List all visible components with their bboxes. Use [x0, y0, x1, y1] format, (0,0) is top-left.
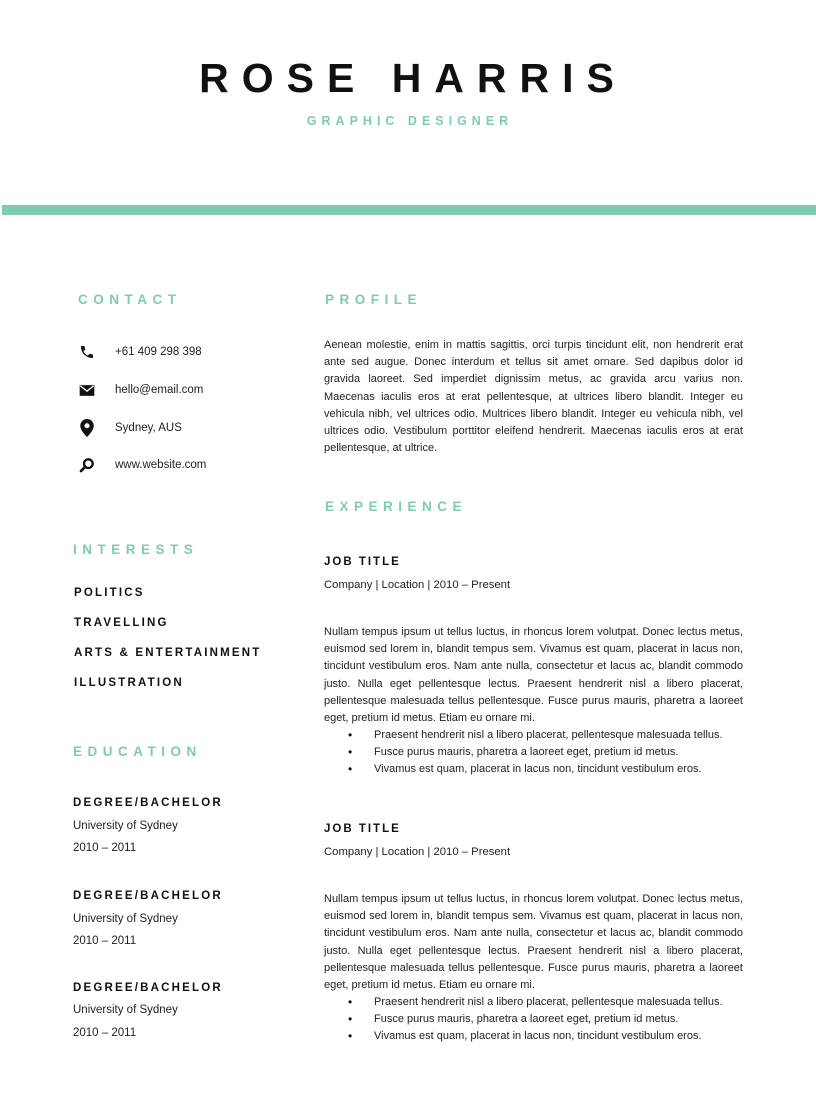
interest-item: ILLUSTRATION: [74, 677, 184, 689]
contact-phone: [78, 342, 202, 362]
experience-heading: EXPERIENCE: [325, 499, 468, 514]
interest-item: POLITICS: [74, 587, 145, 599]
interest-item: ARTS & ENTERTAINMENT: [74, 647, 262, 659]
profile-text: Aenean molestie, enim in mattis sagittis, orci turpis tincidunt elit, non hendrerit erat ante sed augue. Donec interdum et tellus sit amet ornare. Sed dapibus dolor id gravida laoreet. Sed imperdiet dignissim metus, ac gravida arcu varius non. Maecenas iaculis eros at erat pellentesque, at ultrices libero blandit. Integer eu vehicula nibh, vel ultrices odio. Multrices libero blandit. Integer eu vehicula nibh, vel ultrices odio. Vestibulum porttitor eleifend hendrerit. Maecenas iaculis eros at erat pellentesque, at ultrice.: [324, 339, 743, 455]
job-bullet-list: [348, 727, 748, 779]
phone-icon: [78, 343, 96, 361]
education-school: University of Sydney: [73, 913, 178, 925]
education-years: 2010 – 2011: [73, 842, 137, 854]
job-role-subtitle: GRAPHIC DESIGNER: [306, 114, 514, 128]
location-text: Sydney, AUS: [115, 422, 182, 434]
contact-location: [78, 418, 182, 438]
education-years: 2010 – 2011: [73, 935, 137, 947]
education-school: University of Sydney: [73, 1004, 178, 1016]
job-meta: Company | Location | 2010 – Present: [324, 846, 511, 858]
job-description: Nullam tempus ipsum ut tellus luctus, in rhoncus lorem volutpat. Donec lectus metus, euismod sed lorem in, blandit tempus sem. Vivamus est quam, placerat in lacus non, tincidunt vestibulum eros. Nam ante nulla, consectetur et lacus ac, blandit commodo justo. Nulla eget pellentesque lectus. Praesent hendrerit nisl a libero placerat, pellentesque malesuada tellus pellentesque. Fusce purus mauris, pharetra a laoreet eget, pretium id metus. Etiam eu ornare mi.: [324, 626, 743, 725]
search-icon: [78, 456, 96, 474]
phone-text: +61 409 298 398: [115, 346, 202, 358]
job-title: JOB TITLE: [324, 823, 401, 835]
job-title: JOB TITLE: [324, 556, 401, 568]
accent-divider: [2, 205, 816, 215]
website-text: www.website.com: [115, 459, 207, 471]
contact-heading: CONTACT: [78, 292, 182, 307]
envelope-icon: [78, 381, 96, 399]
list-item: • Praesent hendrerit nisl a libero placerat, pellentesque malesuada tellus.: [348, 727, 748, 744]
list-item: • Fusce purus mauris, pharetra a laoreet eget, pretium id metus.: [348, 744, 748, 761]
job-bullet-list: [348, 994, 748, 1046]
list-item: • Vivamus est quam, placerat in lacus non, tincidunt vestibulum eros.: [348, 1028, 748, 1045]
education-degree: DEGREE/BACHELOR: [73, 982, 223, 994]
job-description: Nullam tempus ipsum ut tellus luctus, in rhoncus lorem volutpat. Donec lectus metus, euismod sed lorem in, blandit tempus sem. Vivamus est quam, placerat in lacus non, tincidunt vestibulum eros. Nam ante nulla, consectetur et lacus ac, blandit commodo justo. Nulla eget pellentesque lectus. Praesent hendrerit nisl a libero placerat, pellentesque malesuada tellus pellentesque. Fusce purus mauris, pharetra a laoreet eget, pretium id metus. Etiam eu ornare mi.: [324, 893, 743, 992]
education-degree: DEGREE/BACHELOR: [73, 890, 223, 902]
education-degree: DEGREE/BACHELOR: [73, 797, 223, 809]
contact-website: [78, 455, 207, 475]
job-meta: Company | Location | 2010 – Present: [324, 579, 511, 591]
email-text: hello@email.com: [115, 384, 204, 396]
profile-heading: PROFILE: [325, 292, 423, 307]
education-school: University of Sydney: [73, 820, 178, 832]
education-years: 2010 – 2011: [73, 1027, 137, 1039]
list-item: • Vivamus est quam, placerat in lacus non, tincidunt vestibulum eros.: [348, 761, 748, 778]
list-item: • Praesent hendrerit nisl a libero placerat, pellentesque malesuada tellus.: [348, 994, 748, 1011]
contact-email: [78, 380, 204, 400]
interests-heading: INTERESTS: [73, 542, 199, 557]
location-pin-icon: [78, 419, 96, 437]
education-heading: EDUCATION: [73, 744, 202, 759]
resume-name: ROSE HARRIS: [199, 55, 627, 101]
list-item: • Fusce purus mauris, pharetra a laoreet eget, pretium id metus.: [348, 1011, 748, 1028]
interest-item: TRAVELLING: [74, 617, 169, 629]
